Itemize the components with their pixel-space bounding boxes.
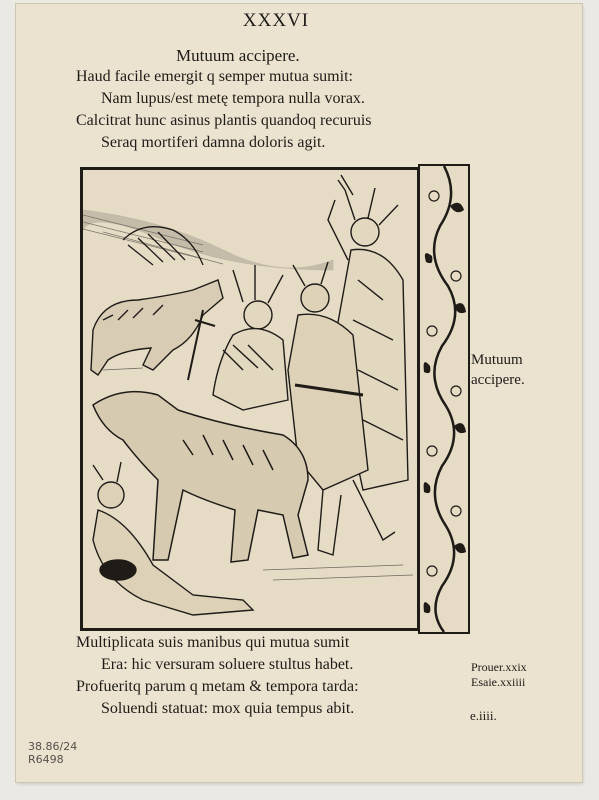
woodcut-scene xyxy=(83,170,417,628)
verse-line: Seraq mortiferi damna doloris agit. xyxy=(101,134,326,151)
verse-line: Era: hic versuram soluere stultus habet. xyxy=(101,656,354,673)
verse-line: Nam lupus/est metę tempora nulla vorax. xyxy=(101,90,365,107)
leaf-icon xyxy=(424,203,466,613)
scripture-references xyxy=(471,660,527,690)
fool-figure-icon xyxy=(213,265,288,410)
accession-line: R6498 xyxy=(28,753,64,766)
printed-page xyxy=(16,4,582,782)
signature-mark: e.iiii. xyxy=(470,708,497,723)
decorative-border xyxy=(418,164,470,634)
vine-icon xyxy=(420,166,468,632)
verse-bottom xyxy=(76,632,359,720)
verse-line: Calcitrat hunc asinus plantis quandoq recuruis xyxy=(76,112,372,129)
flower-icon xyxy=(427,191,461,576)
hill-icon xyxy=(83,210,333,270)
marginal-note xyxy=(471,350,525,390)
reference-line: Prouer.xxix xyxy=(471,660,527,674)
verse-line: Haud facile emergit q semper mutua sumit: xyxy=(76,68,353,85)
verse-top xyxy=(76,66,371,154)
wolf-icon xyxy=(91,280,223,375)
accession-line: 38.86/24 xyxy=(28,740,78,753)
verse-line: Multiplicata suis manibus qui mutua sumit xyxy=(76,634,350,651)
folio-number: XXXVI xyxy=(242,10,310,31)
marginal-note-line: accipere. xyxy=(471,372,525,388)
marginal-note-line: Mutuum xyxy=(471,352,523,368)
verse-line: Profueritq parum q metam & tempora tarda: xyxy=(76,678,359,695)
reference-line: Esaie.xxiiii xyxy=(471,675,526,689)
chapter-heading: Mutuum accipere. xyxy=(176,46,300,65)
accession-number xyxy=(28,740,77,766)
verse-line: Soluendi statuat: mox quia tempus abit. xyxy=(101,700,355,717)
woodcut-illustration xyxy=(80,167,420,631)
